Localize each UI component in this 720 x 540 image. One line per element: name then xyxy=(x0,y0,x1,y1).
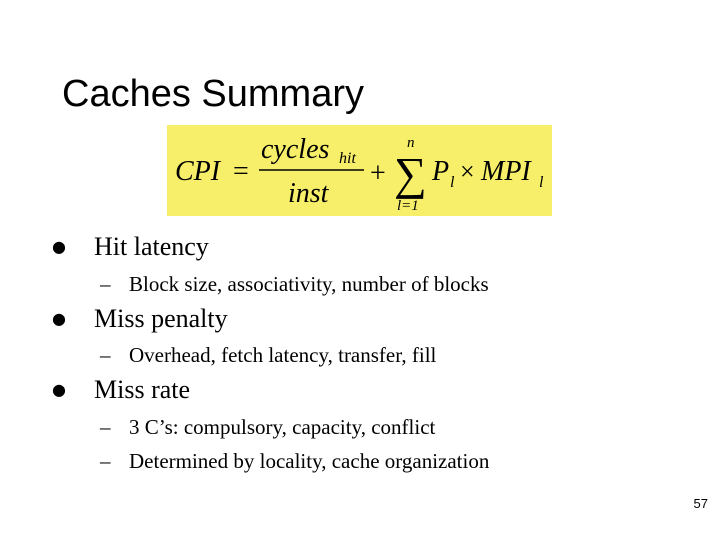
dash-icon: – xyxy=(100,343,111,367)
formula-numerator-subscript: hit xyxy=(339,150,356,167)
dash-icon: – xyxy=(100,272,111,296)
dash-icon: – xyxy=(100,415,111,439)
sub-bullet-text: Overhead, fetch latency, transfer, fill xyxy=(129,343,437,367)
formula-p-subscript: l xyxy=(450,174,455,191)
formula-graphic xyxy=(167,125,552,216)
formula-equals: = xyxy=(233,156,249,187)
formula-mpi-subscript: l xyxy=(539,174,544,191)
formula-sum-lower: l=1 xyxy=(397,198,419,214)
sub-bullet-text: Determined by locality, cache organization xyxy=(129,449,490,473)
formula-mpi: MPI xyxy=(481,156,531,187)
bullet-icon: ● xyxy=(52,309,66,328)
dash-icon: – xyxy=(100,449,111,473)
cpi-formula xyxy=(167,125,552,216)
formula-sigma: ∑ xyxy=(394,148,427,199)
sub-bullet-text: Block size, associativity, number of blocks xyxy=(129,272,489,296)
bullet-icon: ● xyxy=(52,237,66,256)
formula-numerator: cycles xyxy=(261,134,330,165)
formula-sum-upper: n xyxy=(407,135,415,151)
formula-plus: + xyxy=(370,158,386,189)
formula-denominator: inst xyxy=(288,178,329,209)
sub-bullet-text: 3 C’s: compulsory, capacity, conflict xyxy=(129,415,436,439)
bullet-text: Hit latency xyxy=(94,232,209,261)
formula-times: × xyxy=(460,157,475,186)
bullet-text: Miss rate xyxy=(94,375,191,404)
bullet-icon: ● xyxy=(52,380,66,399)
formula-cpi: CPI xyxy=(175,156,221,187)
bullet-text: Miss penalty xyxy=(94,304,228,333)
slide-title: Caches Summary xyxy=(62,73,364,115)
page-number: 57 xyxy=(693,496,708,511)
formula-p: P xyxy=(432,156,450,187)
